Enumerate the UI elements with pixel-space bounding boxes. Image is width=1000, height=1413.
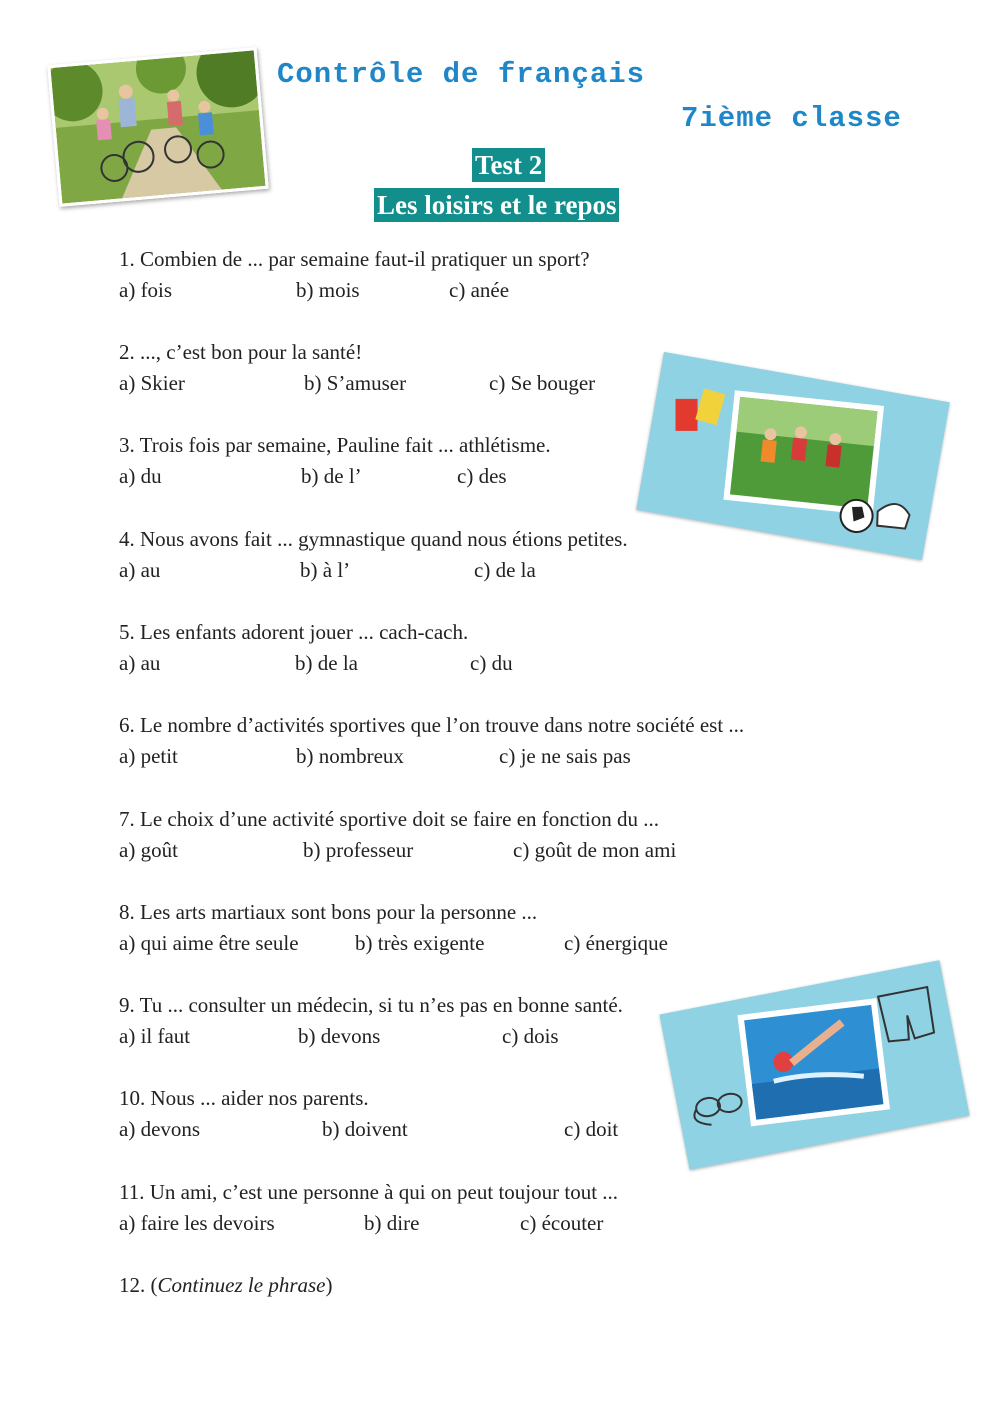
- question-12-number: 12. (: [119, 1273, 158, 1297]
- class-label: 7ième classe: [681, 102, 902, 135]
- answer-option[interactable]: c) doit: [564, 1117, 619, 1141]
- question-text: 4. Nous avons fait ... gymnastique quand nous étions petites.: [119, 527, 628, 551]
- question-text: 10. Nous ... aider nos parents.: [119, 1086, 369, 1110]
- answer-option[interactable]: c) goût de mon ami: [513, 838, 677, 862]
- question-text: 5. Les enfants adorent jouer ... cach-cach.: [119, 620, 469, 644]
- answer-option[interactable]: b) dire: [364, 1211, 420, 1235]
- answer-option[interactable]: b) de la: [295, 651, 358, 675]
- answer-option[interactable]: a) fois: [119, 278, 173, 302]
- answer-option[interactable]: c) Se bouger: [489, 371, 596, 395]
- answer-option[interactable]: a) petit: [119, 744, 178, 768]
- answer-option[interactable]: c) je ne sais pas: [499, 744, 631, 768]
- answer-option[interactable]: a) faire les devoirs: [119, 1211, 275, 1235]
- question-12-instruction: Continuez le phrase: [157, 1273, 326, 1297]
- question-text: 2. ..., c’est bon pour la santé!: [119, 340, 363, 364]
- question-text: 8. Les arts martiaux sont bons pour la personne ...: [119, 900, 538, 924]
- family-cycling-photo: [47, 47, 269, 207]
- answer-option[interactable]: b) devons: [298, 1024, 381, 1048]
- answer-option[interactable]: a) il faut: [119, 1024, 191, 1048]
- answer-option[interactable]: c) écouter: [520, 1211, 604, 1235]
- answer-option[interactable]: b) de l’: [301, 464, 362, 488]
- answer-option[interactable]: b) professeur: [303, 838, 414, 862]
- question-text: 9. Tu ... consulter un médecin, si tu n’es pas en bonne santé.: [119, 993, 623, 1017]
- answer-option[interactable]: c) énergique: [564, 931, 668, 955]
- answer-option[interactable]: b) S’amuser: [304, 371, 407, 395]
- football-card: [636, 352, 949, 560]
- answer-option[interactable]: a) goût: [119, 838, 178, 862]
- answer-option[interactable]: a) au: [119, 651, 161, 675]
- worksheet-title: Contrôle de français: [277, 58, 646, 91]
- swimming-card: [660, 960, 970, 1169]
- answer-option[interactable]: a) du: [119, 464, 162, 488]
- question-12-close: ): [325, 1273, 333, 1297]
- question-12: [119, 1273, 333, 1298]
- answer-option[interactable]: c) anée: [449, 278, 510, 302]
- question-text: 6. Le nombre d’activités sportives que l’on trouve dans notre société est ...: [119, 713, 745, 737]
- test-label: Test 2: [472, 148, 545, 182]
- answer-option[interactable]: c) des: [457, 464, 507, 488]
- answer-option[interactable]: b) nombreux: [296, 744, 404, 768]
- topic-heading: Les loisirs et le repos: [374, 188, 619, 222]
- question-text: 11. Un ami, c’est une personne à qui on peut toujour tout ...: [119, 1180, 619, 1204]
- answer-option[interactable]: c) de la: [474, 558, 536, 582]
- answer-option[interactable]: c) dois: [502, 1024, 559, 1048]
- answer-option[interactable]: b) doivent: [322, 1117, 408, 1141]
- answer-option[interactable]: c) du: [470, 651, 513, 675]
- question-text: 7. Le choix d’une activité sportive doit se faire en fonction du ...: [119, 807, 660, 831]
- answer-option[interactable]: b) mois: [296, 278, 360, 302]
- answer-option[interactable]: b) à l’: [300, 558, 351, 582]
- answer-option[interactable]: a) qui aime être seule: [119, 931, 299, 955]
- answer-option[interactable]: a) Skier: [119, 371, 185, 395]
- question-text: 3. Trois fois par semaine, Pauline fait ... athlétisme.: [119, 433, 551, 457]
- answer-option[interactable]: b) très exigente: [355, 931, 485, 955]
- answer-option[interactable]: a) au: [119, 558, 161, 582]
- answer-option[interactable]: a) devons: [119, 1117, 201, 1141]
- question-text: 1. Combien de ... par semaine faut-il pratiquer un sport?: [119, 247, 590, 271]
